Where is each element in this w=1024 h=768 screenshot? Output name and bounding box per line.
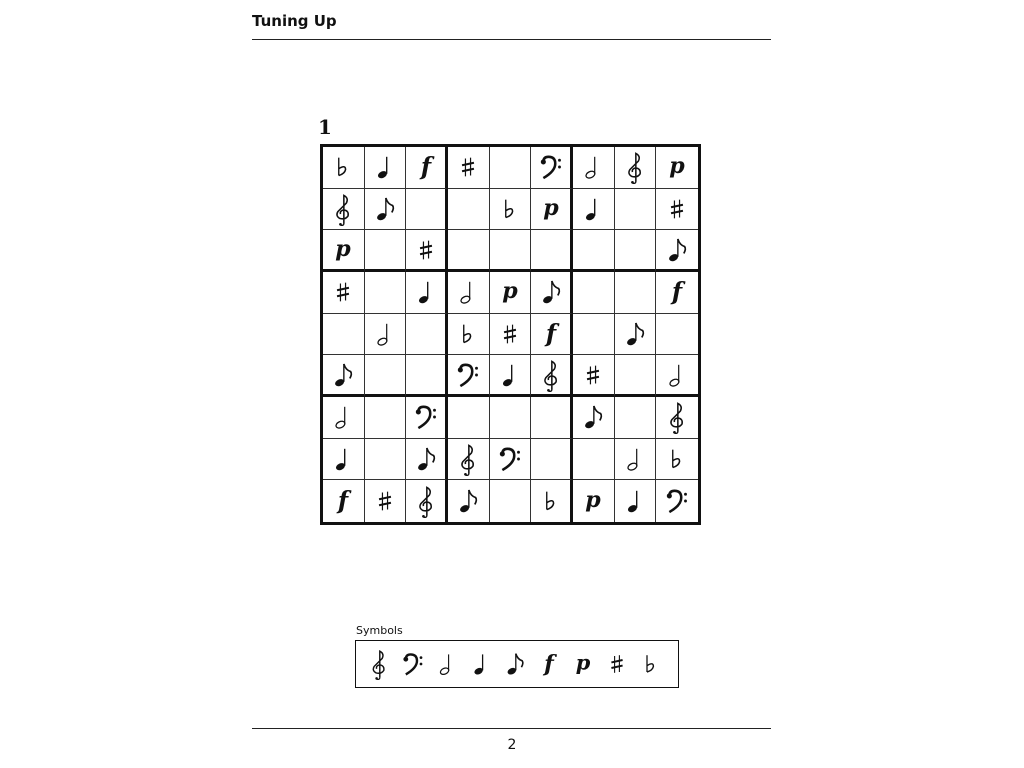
forte-icon — [532, 644, 566, 684]
grid-cell — [573, 272, 615, 314]
grid-cell — [365, 272, 407, 314]
sharp-icon — [576, 358, 610, 392]
grid-cell — [365, 230, 407, 272]
treble-icon — [618, 150, 652, 184]
grid-cell — [406, 230, 448, 272]
grid-cell — [448, 314, 490, 356]
grid-cell — [448, 189, 490, 231]
grid-cell — [490, 480, 532, 522]
grid-cell — [406, 314, 448, 356]
grid-cell — [531, 272, 573, 314]
grid-cell — [656, 439, 698, 481]
flat-icon — [326, 150, 360, 184]
svg-text:p: p — [335, 235, 352, 262]
svg-text:f: f — [338, 486, 349, 515]
grid-cell — [531, 147, 573, 189]
grid-cell — [531, 314, 573, 356]
grid-cell — [531, 230, 573, 272]
svg-text:p: p — [669, 153, 685, 180]
sharp-icon — [493, 317, 527, 351]
grid-cell — [448, 230, 490, 272]
svg-text:f: f — [420, 152, 431, 181]
grid-cell — [656, 355, 698, 397]
grid-cell — [573, 480, 615, 522]
svg-text:p: p — [575, 649, 591, 675]
svg-text:p: p — [542, 194, 559, 221]
grid-cell — [531, 355, 573, 397]
grid-cell — [448, 355, 490, 397]
grid-cell — [365, 355, 407, 397]
grid-cell — [406, 480, 448, 522]
eighth-icon — [368, 192, 402, 226]
grid-cell — [365, 439, 407, 481]
forte-icon — [660, 275, 694, 309]
forte-icon — [326, 484, 360, 518]
bass-icon — [451, 358, 485, 392]
grid-cell — [531, 439, 573, 481]
half-icon — [430, 644, 464, 684]
grid-cell — [323, 272, 365, 314]
grid-cell — [365, 397, 407, 439]
grid-cell — [365, 480, 407, 522]
quarter-icon — [464, 644, 498, 684]
eighth-icon — [618, 317, 652, 351]
page-header-title: Tuning Up — [252, 12, 337, 30]
grid-cell — [490, 355, 532, 397]
sudoku-grid — [320, 144, 701, 525]
quarter-icon — [618, 484, 652, 518]
quarter-icon — [493, 358, 527, 392]
sharp-icon — [326, 275, 360, 309]
sharp-icon — [409, 233, 443, 267]
grid-cell — [490, 230, 532, 272]
grid-cell — [406, 272, 448, 314]
treble-icon — [534, 358, 568, 392]
eighth-icon — [534, 275, 568, 309]
grid-cell — [531, 189, 573, 231]
grid-cell — [406, 439, 448, 481]
grid-cell — [406, 355, 448, 397]
grid-cell — [615, 439, 657, 481]
grid-cell — [615, 230, 657, 272]
grid-cell — [323, 397, 365, 439]
grid-cell — [573, 147, 615, 189]
grid-cell — [490, 439, 532, 481]
grid-cell — [615, 397, 657, 439]
flat-icon — [634, 644, 668, 684]
grid-cell — [656, 230, 698, 272]
grid-cell — [448, 439, 490, 481]
treble-icon — [451, 442, 485, 476]
forte-icon — [409, 150, 443, 184]
grid-cell — [323, 480, 365, 522]
grid-cell — [365, 147, 407, 189]
grid-cell — [615, 272, 657, 314]
header-divider — [252, 39, 771, 40]
grid-cell — [365, 314, 407, 356]
grid-cell — [406, 147, 448, 189]
grid-cell — [448, 397, 490, 439]
grid-cell — [573, 230, 615, 272]
footer-divider — [252, 728, 771, 729]
grid-cell — [323, 355, 365, 397]
quarter-icon — [326, 442, 360, 476]
sharp-icon — [451, 150, 485, 184]
grid-cell — [656, 314, 698, 356]
grid-cell — [615, 480, 657, 522]
half-icon — [326, 400, 360, 434]
grid-cell — [406, 397, 448, 439]
bass-icon — [409, 400, 443, 434]
treble-icon — [326, 192, 360, 226]
half-icon — [660, 358, 694, 392]
grid-cell — [531, 480, 573, 522]
grid-cell — [406, 189, 448, 231]
grid-cell — [615, 189, 657, 231]
svg-text:p: p — [502, 278, 518, 305]
eighth-icon — [326, 358, 360, 392]
eighth-icon — [409, 442, 443, 476]
symbols-legend — [355, 640, 679, 688]
grid-cell — [448, 147, 490, 189]
grid-cell — [531, 397, 573, 439]
flat-icon — [660, 442, 694, 476]
grid-cell — [323, 147, 365, 189]
grid-cell — [490, 397, 532, 439]
grid-cell — [490, 314, 532, 356]
page-number: 2 — [507, 737, 517, 753]
bass-icon — [534, 150, 568, 184]
svg-text:f: f — [544, 651, 554, 678]
grid-cell — [656, 189, 698, 231]
grid-cell — [323, 314, 365, 356]
eighth-icon — [576, 400, 610, 434]
bass-icon — [493, 442, 527, 476]
quarter-icon — [576, 192, 610, 226]
svg-text:f: f — [672, 277, 683, 306]
grid-cell — [323, 230, 365, 272]
puzzle-number: 1 — [318, 115, 332, 139]
bass-icon — [396, 644, 430, 684]
eighth-icon — [660, 233, 694, 267]
flat-icon — [493, 192, 527, 226]
flat-icon — [451, 317, 485, 351]
sharp-icon — [600, 644, 634, 684]
piano-icon — [326, 233, 360, 267]
piano-icon — [493, 275, 527, 309]
treble-icon — [362, 644, 396, 684]
sharp-icon — [660, 192, 694, 226]
bass-icon — [660, 484, 694, 518]
svg-text:f: f — [545, 319, 556, 348]
grid-cell — [656, 397, 698, 439]
flat-icon — [534, 484, 568, 518]
grid-cell — [323, 439, 365, 481]
piano-icon — [534, 192, 568, 226]
grid-cell — [573, 189, 615, 231]
eighth-icon — [498, 644, 532, 684]
half-icon — [618, 442, 652, 476]
grid-cell — [490, 189, 532, 231]
half-icon — [451, 275, 485, 309]
grid-cell — [615, 355, 657, 397]
grid-cell — [490, 147, 532, 189]
grid-cell — [656, 147, 698, 189]
grid-cell — [573, 314, 615, 356]
grid-cell — [448, 480, 490, 522]
treble-icon — [660, 400, 694, 434]
piano-icon — [566, 644, 600, 684]
grid-cell — [573, 355, 615, 397]
grid-cell — [448, 272, 490, 314]
half-icon — [368, 317, 402, 351]
quarter-icon — [368, 150, 402, 184]
grid-cell — [323, 189, 365, 231]
quarter-icon — [409, 275, 443, 309]
forte-icon — [534, 317, 568, 351]
grid-cell — [615, 147, 657, 189]
grid-cell — [573, 439, 615, 481]
treble-icon — [409, 484, 443, 518]
piano-icon — [660, 150, 694, 184]
symbols-legend-label: Symbols — [356, 624, 403, 637]
svg-text:p: p — [585, 487, 602, 514]
piano-icon — [576, 484, 610, 518]
grid-cell — [656, 480, 698, 522]
grid-cell — [365, 189, 407, 231]
grid-cell — [615, 314, 657, 356]
grid-cell — [656, 272, 698, 314]
eighth-icon — [451, 484, 485, 518]
sharp-icon — [368, 484, 402, 518]
grid-cell — [490, 272, 532, 314]
grid-cell — [573, 397, 615, 439]
half-icon — [576, 150, 610, 184]
